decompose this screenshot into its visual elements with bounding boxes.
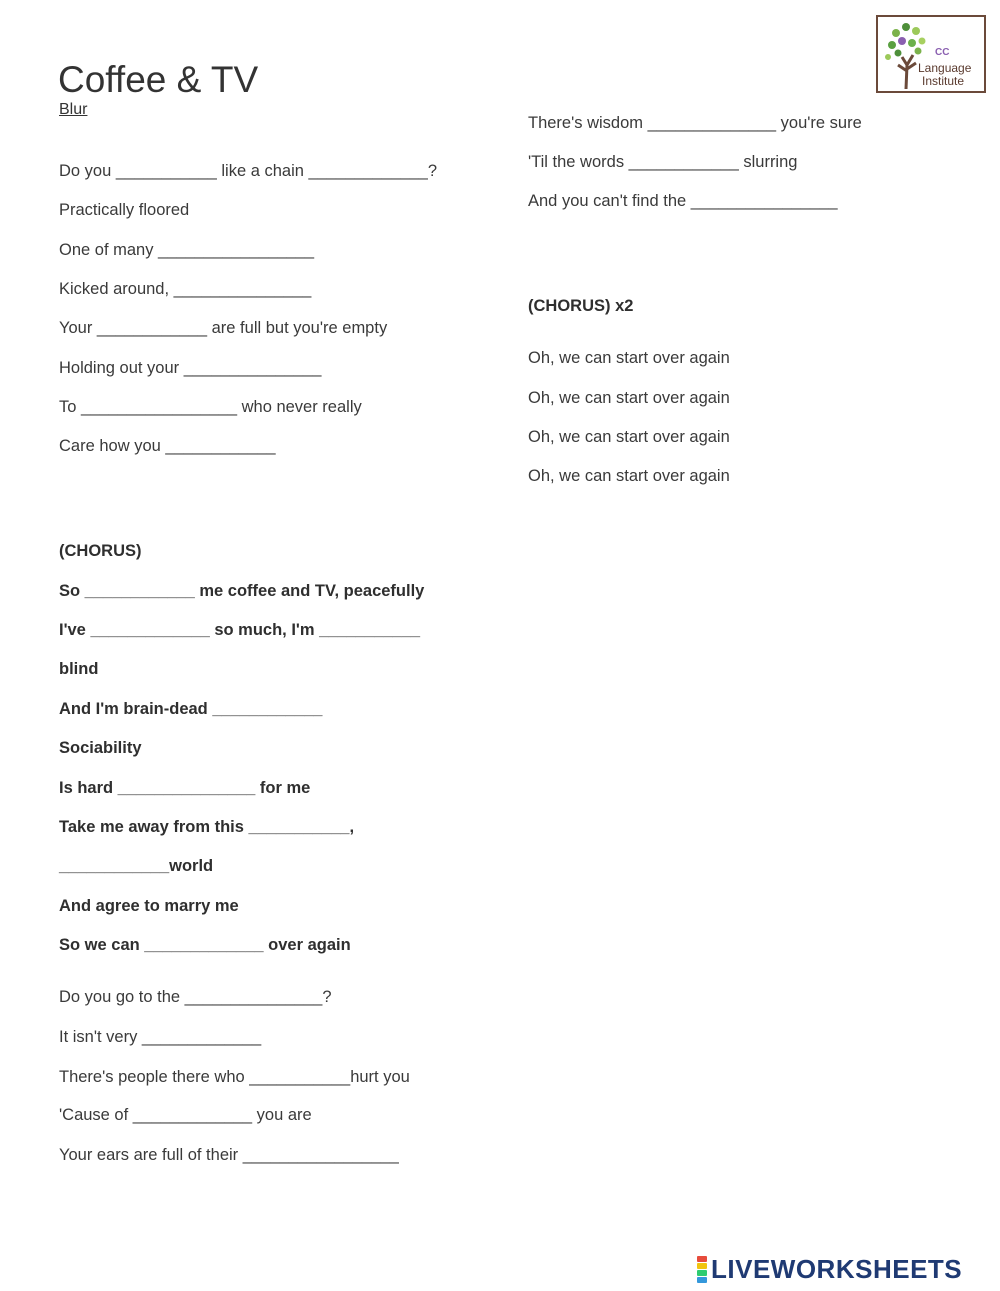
brand-blocks-icon — [697, 1256, 707, 1283]
chorus-line: ____________world — [59, 857, 214, 875]
lyric-line: And you can't find the ________________ — [528, 192, 838, 210]
outro-line: Oh, we can start over again — [528, 467, 730, 485]
lyric-line: Holding out your _______________ — [59, 359, 322, 377]
lyric-line: There's people there who ___________hurt you — [59, 1068, 410, 1086]
lyric-line: Practically floored — [59, 201, 190, 219]
lyric-line: Do you ___________ like a chain _____________? — [59, 162, 437, 180]
chorus-line: blind — [59, 660, 99, 678]
outro-line: Oh, we can start over again — [528, 349, 730, 367]
lyric-line: One of many _________________ — [59, 241, 315, 259]
chorus-heading: (CHORUS) — [59, 542, 142, 560]
liveworksheets-brand[interactable] — [697, 1254, 962, 1284]
chorus-line: Take me away from this ___________, — [59, 818, 355, 836]
outro-line: Oh, we can start over again — [528, 428, 730, 446]
logo-language: Language — [918, 61, 972, 75]
logo-institute: Institute — [922, 74, 965, 88]
lyric-line: To _________________ who never really — [59, 398, 362, 416]
lyric-line: Your ears are full of their _________________ — [59, 1146, 399, 1164]
lyric-line: 'Cause of _____________ you are — [59, 1106, 312, 1124]
brand-name: LIVEWORKSHEETS — [711, 1253, 963, 1284]
chorus-line: So we can _____________ over again — [59, 936, 351, 954]
chorus-line: Is hard _______________ for me — [59, 779, 311, 797]
lyric-line: Your ____________ are full but you're empty — [59, 319, 388, 337]
lyric-line: 'Til the words ____________ slurring — [528, 153, 798, 171]
chorus-line: I've _____________ so much, I'm ___________ — [59, 621, 421, 639]
lyric-line: It isn't very _____________ — [59, 1028, 262, 1046]
logo-cc: CC — [935, 47, 950, 58]
chorus-x2-heading: (CHORUS) x2 — [528, 297, 634, 315]
lyric-line: Do you go to the _______________? — [59, 988, 332, 1006]
chorus-line: And I'm brain-dead ____________ — [59, 700, 323, 718]
outro-line: Oh, we can start over again — [528, 389, 730, 407]
artist-link[interactable]: Blur — [59, 101, 88, 118]
institute-logo — [876, 15, 986, 93]
lyric-line: There's wisdom ______________ you're sure — [528, 114, 862, 132]
chorus-line: So ____________ me coffee and TV, peacefully — [59, 582, 425, 600]
lyric-line: Care how you ____________ — [59, 437, 276, 455]
lyric-line: Kicked around, _______________ — [59, 280, 312, 298]
page-title: Coffee & TV — [58, 59, 259, 100]
chorus-line: Sociability — [59, 739, 142, 757]
chorus-line: And agree to marry me — [59, 897, 239, 915]
